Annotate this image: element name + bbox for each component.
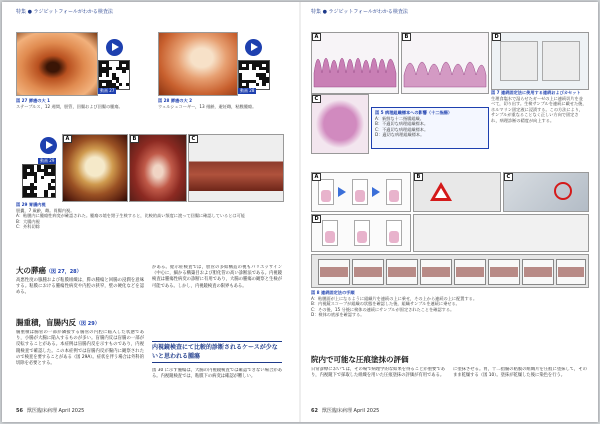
fig30-panel-d-label: D bbox=[492, 33, 501, 41]
fig30a-histology bbox=[311, 32, 399, 94]
qr-module bbox=[34, 179, 38, 183]
fig32a-procedure bbox=[311, 172, 411, 212]
fig28-endoscopy-photo bbox=[158, 32, 238, 96]
fig27-text: ステープルス，12 週間，胆管，回腸および回腸の腫瘍。 bbox=[16, 103, 123, 109]
qr-module bbox=[262, 83, 265, 86]
qr-code-icon[interactable] bbox=[22, 164, 56, 198]
fig28-caption bbox=[158, 98, 276, 109]
fig29-note-c: C：外科切除 bbox=[16, 224, 40, 230]
fig30-note-title: 図 5 病理組織標本への影響（十二指腸） bbox=[375, 110, 453, 115]
fig29b-endoscopy-photo bbox=[129, 134, 187, 202]
cassette bbox=[352, 259, 384, 285]
cassette bbox=[420, 259, 452, 285]
fig32-panel-a-label: A bbox=[312, 173, 321, 181]
fig33-note-c: C：その後，15 分後に検体の連続にサンプルが固定されたことを確認する。 bbox=[311, 306, 455, 312]
section1-heading: 大の膵癌 bbox=[16, 266, 46, 275]
qr-module bbox=[51, 172, 55, 176]
qr-module bbox=[266, 80, 269, 83]
fig30c-histology bbox=[311, 94, 369, 154]
glass-slide bbox=[386, 220, 402, 246]
right-section-col2: に塗抹させる。胃，十二指腸の粘膜の組織片を圧痕に塗抹して，そのまま乾燥する（図 10）。塗抹が乾燥した後に染色を行う。 bbox=[453, 367, 587, 379]
fig27-video-label: 動画 27 bbox=[100, 88, 115, 93]
qr-module bbox=[44, 193, 48, 197]
fig32d-procedure bbox=[311, 214, 411, 252]
cassette bbox=[318, 259, 350, 285]
cassette-tray bbox=[500, 41, 538, 81]
fig33-note-d: D：検体の底部を確認する。 bbox=[311, 312, 365, 318]
left-page-number: 56 bbox=[16, 408, 23, 414]
fig29-panel-b-label: B bbox=[130, 135, 139, 143]
villi-drawing bbox=[312, 33, 398, 93]
cassette bbox=[488, 259, 520, 285]
fig29-note-a: A：粘膜内に腫瘍性病変が確認された。腫瘍の境を鉗子生検すると，比較的高い頻度に渡って回腸に確認しているとは可能 bbox=[16, 213, 245, 219]
section2-heading: 腸重積，盲腸内反 bbox=[16, 318, 76, 327]
qr-module bbox=[23, 176, 27, 180]
qr-module bbox=[34, 186, 38, 190]
fig30-note-d: D：適切な病理組織標本。 bbox=[375, 132, 425, 138]
qr-module bbox=[106, 73, 109, 76]
fig29c-specimen-photo bbox=[188, 134, 284, 202]
fig31-body: 生理食塩水で湿らせたガーゼの上に連続切片を並べて，切り出す。生検サンプルを連続に載せた後，ホルマリン固定液に浸漬する。この方法により，サンプルが重なることなく正しい方向で固定され，病理診断の精度が向上する。 bbox=[491, 95, 587, 123]
fig27-title: 図 27 膵癌の大 1 bbox=[16, 98, 51, 103]
fig33-note-b: B：内視鏡スコープが組織の状態を確認した後，組織サンプルを連続に乗せる。 bbox=[311, 301, 460, 307]
left-running-header: 特集 ● ラジピットフォールがわかる検査法 bbox=[16, 9, 113, 15]
cassette-tray bbox=[542, 41, 580, 81]
cassette bbox=[522, 259, 554, 285]
highlight-heading: 内視鏡検査にて比較的診断されるケースが少ないと思われる腫瘍 bbox=[152, 341, 282, 363]
fig30-panel-c-label: C bbox=[312, 95, 321, 103]
glass-slide bbox=[354, 220, 370, 246]
qr-module bbox=[266, 70, 269, 73]
col2-body2: 図 30 に示す腫瘍は，大腸の内視鏡検査では確認できない場合がある。内視鏡検査では，粘膜下の病変は確認が難しい。 bbox=[152, 368, 282, 380]
magazine-spread bbox=[2, 2, 598, 422]
glass-slide bbox=[386, 179, 402, 205]
section-heading-intussusception bbox=[16, 317, 100, 328]
section2-ref: （図 29） bbox=[76, 321, 100, 327]
circle-marker-icon bbox=[554, 182, 572, 200]
cassette bbox=[556, 259, 586, 285]
qr-module bbox=[99, 73, 102, 76]
left-footer-title: 獣医臨床病理 April 2025 bbox=[26, 408, 85, 414]
glass-slide bbox=[322, 220, 338, 246]
fig30-note-text bbox=[375, 110, 487, 138]
qr-module bbox=[122, 70, 125, 73]
qr-code-icon[interactable] bbox=[98, 60, 130, 90]
fig28-video-label: 動画 28 bbox=[240, 88, 255, 93]
fig30b-histology bbox=[401, 32, 489, 94]
right-page-number: 62 bbox=[311, 408, 318, 414]
fig30-note-c: C：不適切な病理組織標本。 bbox=[375, 126, 429, 132]
fig33-caption bbox=[311, 290, 587, 318]
left-page bbox=[2, 2, 299, 422]
qr-module bbox=[34, 193, 38, 197]
fig27-endoscopy-photo bbox=[16, 32, 98, 96]
section1-body: 高悪性度の腺腫および粘膜組織は，膵の腫瘍と回腸の浸潤を意味する。粘膜における腫瘍性病変や内腔の狭窄，壁の硬化などを認める。 bbox=[16, 278, 144, 296]
qr-module bbox=[41, 176, 45, 180]
section1-ref: （図 27，28） bbox=[46, 269, 82, 275]
play-icon[interactable] bbox=[40, 137, 57, 154]
fig29a-endoscopy-photo bbox=[62, 134, 128, 202]
fig32-panel-d-label: D bbox=[312, 215, 321, 223]
fig30-note-box bbox=[371, 107, 489, 149]
right-section-heading: 院内で可能な圧痕塗抹の評価 bbox=[311, 355, 409, 364]
right-running-header: 特集 ● ラジピットフォールがわかる検査法 bbox=[311, 9, 408, 15]
fig32-panel-c-label: C bbox=[504, 173, 513, 181]
warning-triangle-icon bbox=[430, 182, 452, 201]
qr-module bbox=[109, 67, 112, 70]
fig32e-photo bbox=[413, 214, 589, 252]
section2-body: 腸重積は腸管の一部が隣接する腸管の内腔に陥入した状態であり，小腸が大腸に陥入するものが多い。盲腸内反は盲腸の一部が反転することがある。本症例は盲腸内反を示すものであり，内視鏡検査で確認した。この本症例では盲腸内反が腸内に観察されたので検査を要することがある（図 29A）。症状を伴う場合は外科的切除を必要とする。 bbox=[16, 330, 144, 367]
fig27-caption bbox=[16, 98, 132, 109]
fig29-text: 胆嚢，7 歳齢，雌。胃腸内視。 bbox=[16, 207, 75, 213]
cassette bbox=[386, 259, 418, 285]
fig30-panel-b-label: B bbox=[402, 33, 411, 41]
fig32-panel-b-label: B bbox=[414, 173, 423, 181]
fig28-title: 図 28 膵癌の大 2 bbox=[158, 98, 193, 103]
right-page bbox=[301, 2, 598, 422]
arrow-icon bbox=[372, 187, 380, 197]
qr-module bbox=[51, 186, 55, 190]
fig31-cassette-photo bbox=[491, 32, 589, 90]
fig29-panel-c-label: C bbox=[189, 135, 198, 143]
qr-module bbox=[51, 193, 55, 197]
play-icon[interactable] bbox=[106, 39, 123, 56]
fig30-panel-a-label: A bbox=[312, 33, 321, 41]
qr-module bbox=[246, 67, 249, 70]
right-footer-title: 獣医臨床病理 April 2025 bbox=[321, 408, 380, 414]
fig31-title: 図 7 連続固定法に使用する連続およびカセット bbox=[491, 90, 581, 95]
right-folio bbox=[311, 407, 379, 414]
fig32c-photo bbox=[503, 172, 589, 212]
fig29-note-b: B：大腸内視 bbox=[16, 218, 40, 224]
qr-module bbox=[126, 83, 129, 86]
fig29-panel-a-label: A bbox=[63, 135, 72, 143]
fig29-video-label: 動画 29 bbox=[40, 158, 55, 163]
qr-module bbox=[51, 179, 55, 183]
villi-drawing-b bbox=[402, 33, 488, 93]
fig33-title: 図 8 連続固定法の手順 bbox=[311, 290, 355, 295]
qr-module bbox=[252, 67, 255, 70]
fig30-note-b: B：不適切な病理組織標本。 bbox=[375, 121, 429, 127]
qr-module bbox=[119, 83, 122, 86]
play-icon[interactable] bbox=[245, 39, 262, 56]
glass-slide bbox=[318, 179, 334, 205]
col2-body: かある。経示症検査では，胆管の多結構造の視もパリエッサイン（中心に，細かる構築目および胆化管の高い診断法である。内視鏡検査は腫瘍性病変の診断に有用であり，大腸の腫瘍の観察と生検が可能である。しかし，内視鏡検査の限界もある。 bbox=[152, 265, 282, 289]
fig29-title: 図 29 胃腸内視 bbox=[16, 202, 46, 207]
glass-slide bbox=[352, 179, 368, 205]
left-folio bbox=[16, 407, 84, 414]
fig29-caption bbox=[16, 202, 282, 230]
section-heading-pancreatic bbox=[16, 265, 82, 276]
fig33-cassette-grid bbox=[311, 254, 589, 288]
qr-code-icon[interactable] bbox=[238, 60, 270, 90]
right-section-body: 日常診療においては，その場で病理学的な結果を得ることが重要であり，内視鏡下で採取した組織を用いた圧痕塗抹の評価が有用である。 bbox=[311, 367, 445, 379]
qr-module bbox=[126, 67, 129, 70]
cassette bbox=[454, 259, 486, 285]
fig31-caption bbox=[491, 90, 587, 124]
arrow-icon bbox=[338, 187, 346, 197]
fig30-note-a: A：新鮮な十二指腸組織。 bbox=[375, 115, 424, 121]
fig32b-photo bbox=[413, 172, 501, 212]
fig33-note-a: A：粘膜面が上になるように組織片を連続の上に乗せ，その上から連続の上に配置する。 bbox=[311, 295, 478, 301]
qr-module bbox=[256, 83, 259, 86]
fig28-text: ウェルシュコーギー，13 週齢，避妊雌，粘膜腫瘍。 bbox=[158, 103, 257, 109]
